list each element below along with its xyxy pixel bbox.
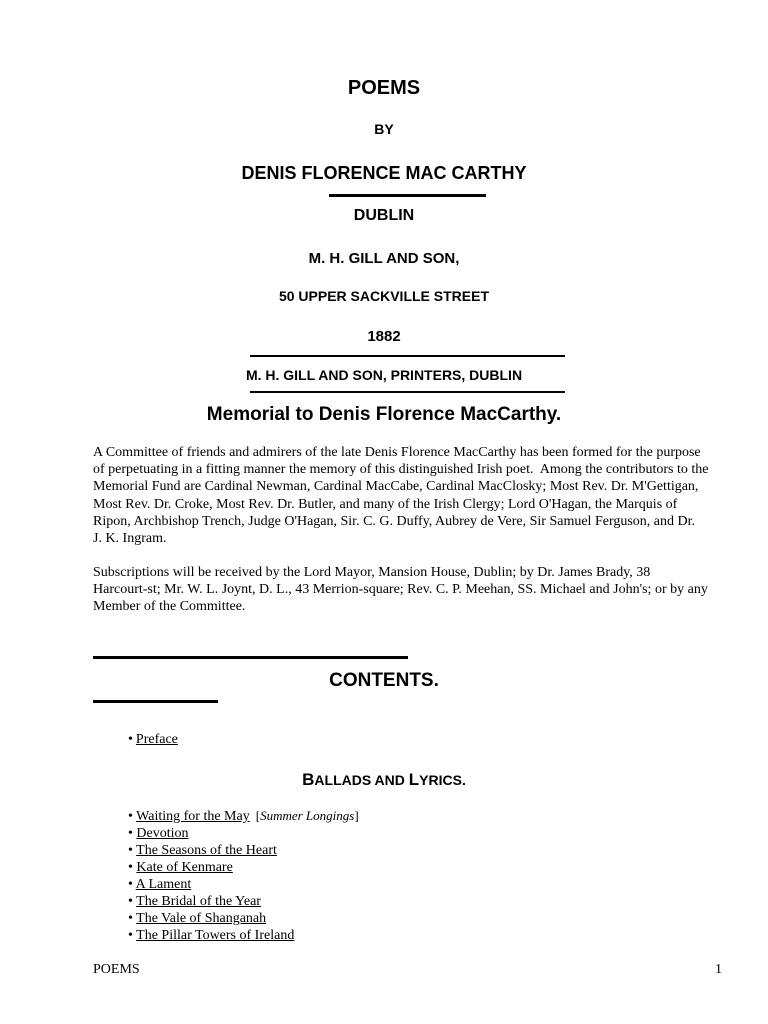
toc-link[interactable]: Devotion bbox=[136, 826, 189, 841]
divider-rule bbox=[93, 700, 218, 703]
publication-year: 1882 bbox=[367, 328, 401, 345]
text-line: Memorial Fund are Cardinal Newman, Cardinal MacCabe, Cardinal MacClosky; Most Rev. Dr. M'Gettigan, bbox=[93, 479, 699, 495]
publisher-name: M. H. GILL AND SON, bbox=[308, 250, 460, 267]
bullet: • bbox=[128, 732, 133, 747]
text-line: Member of the Committee. bbox=[93, 599, 246, 615]
toc-note: [Summer Longings] bbox=[255, 808, 359, 823]
divider-rule bbox=[250, 355, 565, 357]
text-line: Subscriptions will be received by the Lord Mayor, Mansion House, Dublin; by Dr. James Brady, 38 bbox=[93, 565, 651, 580]
contents-heading: CONTENTS. bbox=[329, 670, 439, 691]
toc-link[interactable]: The Pillar Towers of Ireland bbox=[136, 928, 295, 943]
toc-link[interactable]: Waiting for the May bbox=[136, 809, 250, 824]
publisher-address: 50 UPPER SACKVILLE STREET bbox=[278, 288, 490, 304]
list-item: • A Lament bbox=[128, 877, 192, 892]
footer-running-title: POEMS bbox=[93, 962, 140, 977]
by-line: BY bbox=[374, 121, 394, 137]
text-line: J. K. Ingram. bbox=[93, 531, 167, 547]
toc-link[interactable]: The Vale of Shanganah bbox=[136, 911, 267, 926]
text-line: Most Rev. Dr. Croke, Most Rev. Dr. Butler, and many of the Irish Clergy; Lord O'Hagan, the Marquis of bbox=[93, 496, 678, 512]
printers-line: M. H. GILL AND SON, PRINTERS, DUBLIN bbox=[245, 367, 523, 383]
toc-link[interactable]: Kate of Kenmare bbox=[136, 860, 233, 875]
list-item: • Kate of Kenmare bbox=[128, 860, 233, 875]
section-heading-ballads-and-lyrics: BALLADS AND LYRICS. bbox=[302, 770, 466, 789]
book-title: POEMS bbox=[347, 77, 421, 99]
memorial-paragraph-1 bbox=[93, 444, 725, 547]
toc-item-preface bbox=[128, 731, 178, 748]
publication-city: DUBLIN bbox=[353, 207, 415, 224]
text-line: of perpetuating in a fitting manner the memory of this distinguished Irish poet. Among the contributors to the bbox=[93, 462, 709, 478]
text-line: Ripon, Archbishop Trench, Judge O'Hagan, Sir. C. G. Duffy, Aubrey de Vere, Sir Samuel Ferguson, and Dr. bbox=[93, 513, 696, 529]
toc-link[interactable]: The Seasons of the Heart bbox=[136, 843, 277, 858]
list-item: • The Bridal of the Year bbox=[128, 894, 261, 909]
memorial-paragraph-2 bbox=[93, 564, 725, 616]
divider-rule bbox=[93, 656, 408, 659]
toc-link[interactable]: The Bridal of the Year bbox=[136, 894, 261, 909]
list-item: • The Pillar Towers of Ireland bbox=[128, 928, 295, 943]
list-item: • The Seasons of the Heart bbox=[128, 843, 277, 858]
list-item: • Devotion bbox=[128, 826, 189, 841]
text-line: Harcourt-st; Mr. W. L. Joynt, D. L., 43 Merrion-square; Rev. C. P. Meehan, SS. Michael and John's; or by any bbox=[93, 582, 708, 598]
toc-link[interactable]: A Lament bbox=[135, 877, 192, 892]
memorial-heading: Memorial to Denis Florence MacCarthy. bbox=[206, 404, 562, 425]
toc-link-preface[interactable]: Preface bbox=[135, 732, 178, 747]
list-item: • Waiting for the May [Summer Longings] bbox=[128, 808, 359, 824]
footer-page-number: 1 bbox=[715, 962, 722, 977]
divider-rule bbox=[250, 391, 565, 393]
divider-rule bbox=[329, 194, 486, 197]
author-name: DENIS FLORENCE MAC CARTHY bbox=[241, 163, 527, 183]
text-line: A Committee of friends and admirers of the late Denis Florence MacCarthy has been formed for the purpose bbox=[93, 445, 701, 460]
ballads-list bbox=[128, 807, 359, 944]
list-item: • The Vale of Shanganah bbox=[128, 911, 267, 926]
